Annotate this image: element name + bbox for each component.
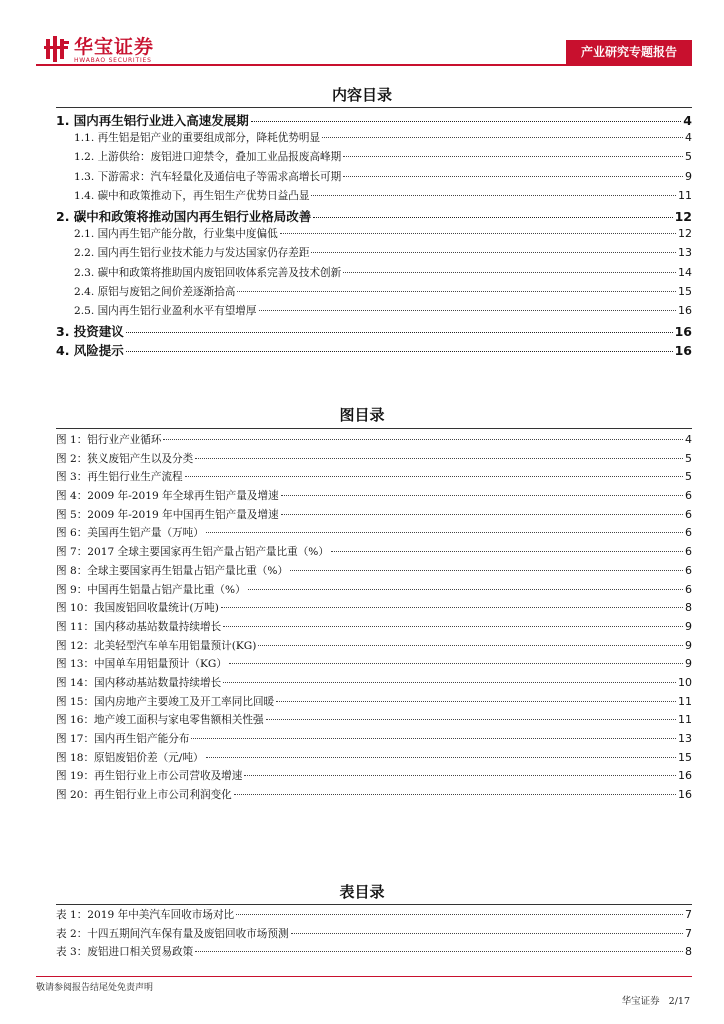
entry-page-number: 4	[685, 131, 692, 145]
figure-entry[interactable]	[56, 712, 692, 731]
entry-label: 3. 投资建议	[56, 324, 124, 340]
entry-page-number: 11	[678, 713, 692, 727]
entry-page-number: 5	[685, 470, 692, 484]
tables-list	[56, 907, 692, 963]
dot-leader	[206, 757, 676, 758]
entry-page-number: 12	[674, 208, 692, 224]
figure-entry[interactable]	[56, 507, 692, 526]
dot-leader	[206, 532, 683, 533]
entry-page-number: 9	[685, 657, 692, 671]
entry-label: 1. 国内再生铝行业进入高速发展期	[56, 113, 249, 128]
entry-label: 1.1. 再生铝是铝产业的重要组成部分，降耗优势明显	[74, 132, 321, 145]
contents-title: 内容目录	[331, 86, 392, 104]
dot-leader	[322, 137, 683, 138]
entry-label: 2.4. 原铝与废铝之间价差逐渐拾高	[74, 285, 236, 298]
entry-page-number: 9	[685, 169, 692, 183]
logo-english-text: HWABAO SECURITIES	[74, 57, 152, 64]
entry-label: 2.3. 碳中和政策将推助国内废铝回收体系完善及技术创新	[74, 266, 342, 279]
entry-page-number: 11	[678, 694, 692, 708]
dot-leader	[311, 252, 676, 253]
hwabao-logo-icon	[44, 36, 70, 62]
entry-label: 图 2：狭义废铝产生以及分类	[56, 452, 194, 465]
dot-leader	[163, 439, 683, 440]
dot-leader	[195, 458, 683, 459]
entry-label: 1.3. 下游需求：汽车轻量化及通信电子等需求高增长可期	[74, 170, 342, 183]
entry-label: 图 14：国内移动基站数量持续增长	[56, 676, 222, 689]
figure-entry[interactable]	[56, 768, 692, 787]
dot-leader	[291, 933, 683, 934]
toc-entry[interactable]	[56, 322, 692, 341]
figure-entry[interactable]	[56, 451, 692, 470]
entry-page-number: 9	[685, 638, 692, 652]
entry-page-number: 6	[685, 545, 692, 559]
entry-label: 2. 碳中和政策将推动国内再生铝行业格局改善	[56, 208, 312, 224]
entry-page-number: 6	[685, 526, 692, 540]
dot-leader	[248, 589, 683, 590]
toc-entry[interactable]	[56, 169, 692, 188]
dot-leader	[290, 570, 683, 571]
dot-leader	[313, 217, 672, 218]
entry-page-number: 4	[683, 113, 692, 128]
entry-page-number: 7	[685, 908, 692, 921]
entry-page-number: 11	[678, 188, 692, 202]
entry-label: 图 10：我国废铝回收量统计(万吨)	[56, 602, 219, 615]
footer-divider	[36, 976, 692, 977]
entry-label: 图 3：再生铝行业生产流程	[56, 471, 183, 484]
tables-title: 表目录	[339, 883, 385, 901]
dot-leader	[281, 495, 683, 496]
entry-page-number: 5	[685, 451, 692, 465]
entry-page-number: 14	[678, 265, 692, 279]
dot-leader	[223, 626, 683, 627]
entry-label: 表 1：2019 年中美汽车回收市场对比	[56, 909, 235, 921]
footer-company: 华宝证券	[621, 996, 660, 1007]
entry-label: 图 17：国内再生铝产能分布	[56, 733, 190, 745]
figure-entry[interactable]	[56, 638, 692, 657]
toc-entry[interactable]	[56, 207, 692, 226]
entry-page-number: 13	[678, 732, 692, 745]
entry-label: 图 18：原铝废铝价差（元/吨）	[56, 751, 204, 764]
entry-page-number: 4	[685, 433, 692, 446]
dot-leader	[223, 682, 676, 683]
toc-entry[interactable]	[56, 149, 692, 168]
dot-leader	[266, 719, 676, 720]
entry-page-number: 8	[685, 601, 692, 615]
entry-label: 图 8：全球主要国家再生铝量占铝产量比重（%）	[56, 564, 289, 577]
dot-leader	[237, 291, 676, 292]
entry-label: 图 12：北美轻型汽车单车用铝量预计(KG)	[56, 639, 257, 652]
figures-title: 图目录	[339, 406, 385, 424]
dot-leader	[191, 738, 676, 739]
entry-label: 图 16：地产竣工面积与家电零售额相关性强	[56, 714, 264, 727]
figure-entry[interactable]	[56, 432, 692, 451]
entry-label: 图 7：2017 全球主要国家再生铝产量占铝产量比重（%）	[56, 546, 329, 559]
figure-entry[interactable]	[56, 731, 692, 750]
dot-leader	[343, 176, 683, 177]
entry-label: 图 4：2009 年-2019 年全球再生铝产量及增速	[56, 490, 279, 503]
toc-entry[interactable]	[56, 303, 692, 322]
toc-entry[interactable]	[56, 341, 692, 360]
entry-page-number: 15	[678, 750, 692, 764]
entry-label: 2.5. 国内再生铝行业盈利水平有望增厚	[74, 304, 257, 317]
entry-page-number: 13	[678, 246, 692, 260]
dot-leader	[126, 332, 673, 333]
entry-page-number: 9	[685, 619, 692, 633]
dot-leader	[221, 607, 683, 608]
entry-page-number: 16	[674, 324, 692, 340]
toc-entry[interactable]	[56, 265, 692, 284]
table-entry[interactable]	[56, 907, 692, 926]
dot-leader	[259, 310, 677, 311]
entry-page-number: 6	[685, 563, 692, 577]
footer-page-info	[622, 993, 690, 1007]
figure-entry[interactable]	[56, 582, 692, 601]
dot-leader	[251, 121, 681, 122]
figure-entry[interactable]	[56, 525, 692, 544]
figure-entry[interactable]	[56, 469, 692, 488]
toc-entry[interactable]	[56, 130, 692, 149]
toc-entry[interactable]	[56, 188, 692, 207]
contents-divider	[56, 107, 692, 108]
entry-label: 图 11：国内移动基站数量持续增长	[56, 620, 222, 633]
entry-page-number: 16	[674, 343, 692, 359]
entry-page-number: 16	[678, 769, 692, 783]
entry-label: 图 15：国内房地产主要竣工及开工率同比回暖	[56, 695, 275, 708]
entry-label: 图 20：再生铝行业上市公司利润变化	[56, 789, 232, 802]
entry-page-number: 16	[678, 303, 692, 317]
figure-entry[interactable]	[56, 656, 692, 675]
dot-leader	[229, 663, 683, 664]
entry-label: 4. 风险提示	[56, 343, 124, 359]
entry-page-number: 8	[685, 945, 692, 959]
figures-divider	[56, 428, 692, 429]
entry-page-number: 6	[685, 489, 692, 503]
toc-entry[interactable]	[56, 226, 692, 245]
figure-entry[interactable]	[56, 787, 692, 806]
figure-entry[interactable]	[56, 600, 692, 619]
dot-leader	[185, 476, 683, 477]
entry-label: 图 9：中国再生铝量占铝产量比重（%）	[56, 583, 246, 596]
entry-page-number: 15	[678, 284, 692, 298]
entry-label: 图 6：美国再生铝产量（万吨）	[56, 527, 204, 540]
figure-entry[interactable]	[56, 675, 692, 694]
figure-entry[interactable]	[56, 750, 692, 769]
dot-leader	[311, 195, 676, 196]
entry-label: 2.2. 国内再生铝行业技术能力与发达国家仍存差距	[74, 247, 310, 260]
table-entry[interactable]	[56, 944, 692, 963]
dot-leader	[244, 775, 676, 776]
dot-leader	[236, 914, 683, 915]
page-header	[0, 0, 724, 70]
disclaimer-note: 敬请参阅报告结尾处免责声明	[36, 983, 154, 993]
toc-entry[interactable]	[56, 245, 692, 264]
dot-leader	[343, 156, 683, 157]
dot-leader	[276, 701, 676, 702]
figure-entry[interactable]	[56, 544, 692, 563]
entry-label: 表 2：十四五期间汽车保有量及废铝回收市场预测	[56, 927, 289, 940]
figure-entry[interactable]	[56, 619, 692, 638]
entry-label: 图 19：再生铝行业上市公司营收及增速	[56, 770, 243, 783]
dot-leader	[258, 645, 683, 646]
entry-label: 表 3：废铝进口相关贸易政策	[56, 946, 194, 959]
page-number: 2/17	[668, 996, 690, 1007]
entry-label: 图 13：中国单车用铝量预计（KG）	[56, 658, 227, 671]
figure-entry[interactable]	[56, 694, 692, 713]
logo-chinese-text: 华宝证券	[74, 36, 155, 58]
dot-leader	[234, 794, 676, 795]
entry-label: 1.2. 上游供给：废铝进口迎禁令，叠加工业品报废高峰期	[74, 151, 342, 164]
header-divider	[36, 64, 692, 66]
entry-page-number: 6	[685, 582, 692, 596]
toc-entry[interactable]	[56, 284, 692, 303]
entry-page-number: 10	[678, 675, 692, 689]
contents-list	[56, 111, 692, 360]
figure-entry[interactable]	[56, 488, 692, 507]
table-entry[interactable]	[56, 926, 692, 945]
dot-leader	[126, 351, 673, 352]
entry-label: 1.4. 碳中和政策推动下，再生铝生产优势日益凸显	[74, 189, 310, 202]
report-type-badge: 产业研究专题报告	[566, 40, 692, 64]
figures-list	[56, 432, 692, 806]
tables-divider	[56, 904, 692, 905]
entry-page-number: 16	[678, 788, 692, 802]
entry-label: 图 5：2009 年-2019 年中国再生铝产量及增速	[56, 508, 279, 521]
entry-page-number: 6	[685, 507, 692, 521]
entry-page-number: 7	[685, 926, 692, 940]
dot-leader	[331, 551, 683, 552]
entry-label: 图 1：铝行业产业循环	[56, 434, 162, 446]
company-logo	[44, 36, 174, 66]
figure-entry[interactable]	[56, 563, 692, 582]
entry-page-number: 5	[685, 150, 692, 164]
entry-label: 2.1. 国内再生铝产能分散，行业集中度偏低	[74, 228, 278, 241]
dot-leader	[280, 233, 676, 234]
dot-leader	[195, 951, 683, 952]
dot-leader	[343, 272, 676, 273]
dot-leader	[281, 514, 683, 515]
toc-entry[interactable]	[56, 111, 692, 130]
entry-page-number: 12	[678, 227, 692, 241]
